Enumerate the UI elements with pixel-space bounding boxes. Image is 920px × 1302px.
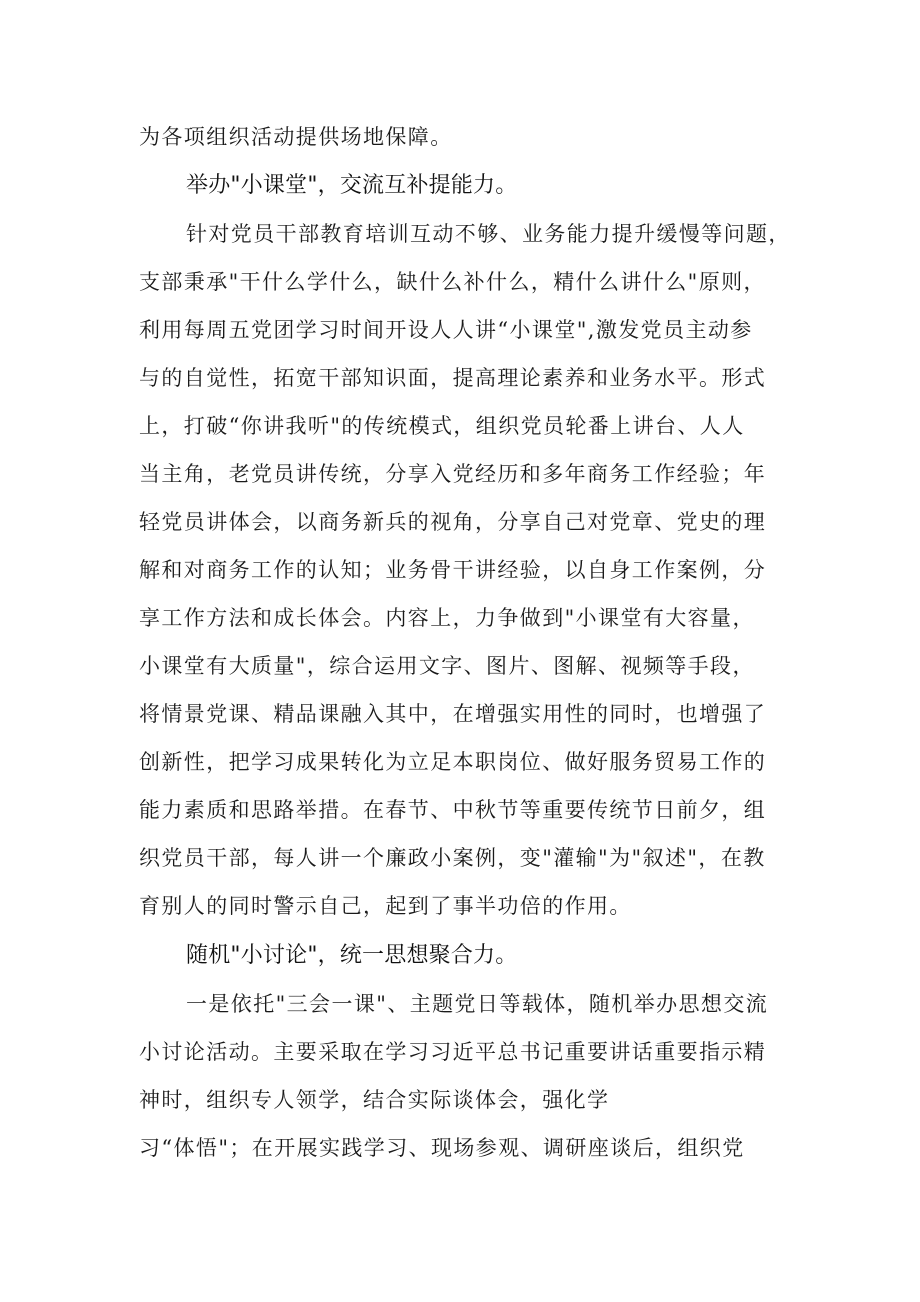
paragraph-line: 针对党员干部教育培训互动不够、业务能力提升缓慢等问题， — [186, 222, 791, 246]
paragraph-line: 与的自觉性，拓宽干部知识面，提高理论素养和业务水平。形式 — [139, 366, 767, 390]
paragraph-line: 能力素质和思路举措。在春节、中秋节等重要传统节日前夕，组 — [139, 798, 767, 822]
section-heading-small-class: 举办"小课堂"，交流互补提能力。 — [186, 173, 518, 198]
paragraph-line: 一是依托"三会一课"、主题党日等载体，随机举办思想交流 — [186, 992, 769, 1016]
section-heading-small-discussion: 随机"小讨论"，统一思想聚合力。 — [186, 943, 518, 968]
paragraph-line: 育别人的同时警示自己，起到了事半功倍的作用。 — [139, 894, 632, 918]
paragraph-line: 支部秉承"干什么学什么，缺什么补什么，精什么讲什么"原则， — [139, 270, 766, 294]
paragraph-line: 上，打破“你讲我听"的传统模式，组织党员轮番上讲台、人人 — [139, 414, 745, 438]
paragraph-line: 神时，组织专人领学，结合实际谈体会，强化学 — [139, 1088, 610, 1112]
paragraph-line: 享工作方法和成长体会。内容上，力争做到"小课堂有大容量， — [139, 606, 755, 630]
paragraph-line: 当主角，老党员讲传统，分享入党经历和多年商务工作经验；年 — [139, 462, 767, 486]
paragraph-line: 小课堂有大质量"，综合运用文字、图片、图解、视频等手段， — [139, 654, 755, 678]
paragraph-line: 习“体悟"；在开展实践学习、现场参观、调研座谈后，组织党 — [139, 1136, 745, 1160]
intro-line: 为各项组织活动提供场地保障。 — [139, 125, 453, 149]
paragraph-line: 创新性，把学习成果转化为立足本职岗位、做好服务贸易工作的 — [139, 750, 767, 774]
paragraph-line: 轻党员讲体会，以商务新兵的视角，分享自己对党章、党史的理 — [139, 510, 767, 534]
paragraph-line: 解和对商务工作的认知；业务骨干讲经验，以自身工作案例，分 — [139, 558, 767, 582]
paragraph-line: 织党员干部，每人讲一个廉政小案例，变"灌输"为"叙述"，在教 — [139, 846, 766, 870]
paragraph-line: 利用每周五党团学习时间开设人人讲“小课堂",激发党员主动参 — [139, 318, 753, 342]
paragraph-line: 小讨论活动。主要采取在学习习近平总书记重要讲话重要指示精 — [139, 1040, 767, 1064]
paragraph-line: 将情景党课、精品课融入其中，在增强实用性的同时，也增强了 — [139, 702, 767, 726]
